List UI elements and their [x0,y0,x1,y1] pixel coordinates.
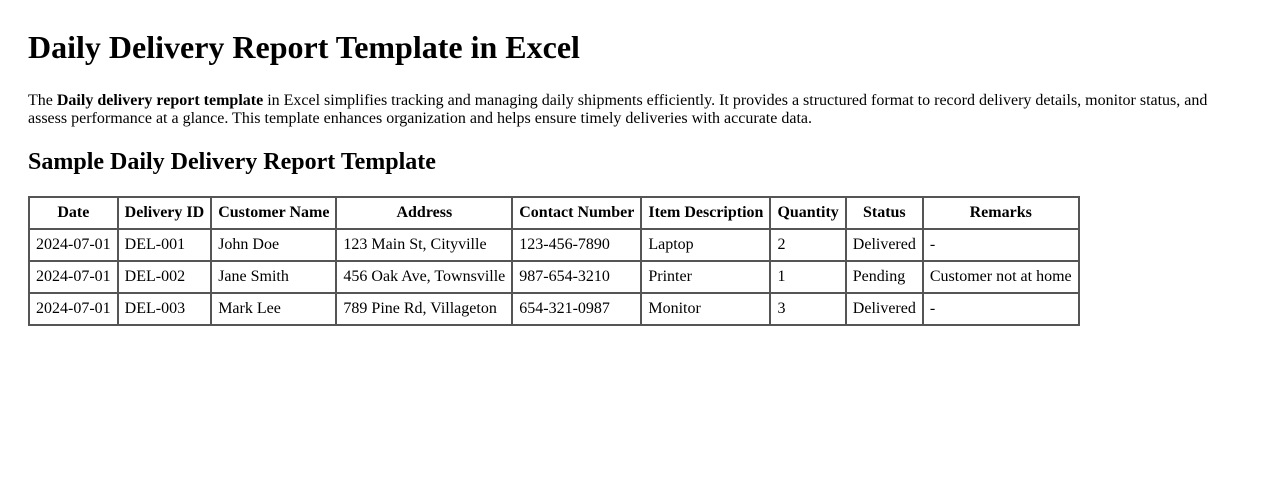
header-status: Status [846,197,923,229]
cell-date: 2024-07-01 [29,261,118,293]
cell-remarks: - [923,229,1079,261]
table-row [29,293,1079,325]
cell-quantity: 1 [770,261,845,293]
cell-status: Delivered [846,229,923,261]
cell-remarks: Customer not at home [923,261,1079,293]
table-row [29,229,1079,261]
cell-contact-number: 987-654-3210 [512,261,641,293]
cell-customer-name: Jane Smith [211,261,336,293]
page-title: Daily Delivery Report Template in Excel [28,29,580,65]
cell-date: 2024-07-01 [29,229,118,261]
cell-quantity: 2 [770,229,845,261]
header-customer-name: Customer Name [211,197,336,229]
cell-status: Delivered [846,293,923,325]
cell-delivery-id: DEL-001 [118,229,212,261]
cell-date: 2024-07-01 [29,293,118,325]
cell-contact-number: 123-456-7890 [512,229,641,261]
header-date: Date [29,197,118,229]
cell-address: 123 Main St, Cityville [336,229,512,261]
cell-delivery-id: DEL-003 [118,293,212,325]
cell-address: 456 Oak Ave, Townsville [336,261,512,293]
cell-customer-name: John Doe [211,229,336,261]
header-item-description: Item Description [641,197,770,229]
section-title: Sample Daily Delivery Report Template [28,149,436,175]
header-delivery-id: Delivery ID [118,197,212,229]
cell-contact-number: 654-321-0987 [512,293,641,325]
cell-item-description: Laptop [641,229,770,261]
cell-quantity: 3 [770,293,845,325]
cell-address: 789 Pine Rd, Villageton [336,293,512,325]
intro-text-after: in Excel simplifies tracking and managing daily shipments efficiently. It provides a structured format to record delivery details, monitor status, and assess performance at a glance. This template enhances organization and helps ensure timely deliveries with accurate data. [28,92,1208,127]
cell-item-description: Monitor [641,293,770,325]
cell-delivery-id: DEL-002 [118,261,212,293]
intro-paragraph [28,92,1228,128]
header-quantity: Quantity [770,197,845,229]
table-header-row [29,197,1079,229]
table-row [29,261,1079,293]
cell-customer-name: Mark Lee [211,293,336,325]
header-address: Address [336,197,512,229]
cell-status: Pending [846,261,923,293]
cell-remarks: - [923,293,1079,325]
intro-bold-text: Daily delivery report template [56,92,264,109]
header-contact-number: Contact Number [512,197,641,229]
delivery-table [28,196,1080,326]
intro-text-before: The [28,92,57,109]
header-remarks: Remarks [923,197,1079,229]
cell-item-description: Printer [641,261,770,293]
